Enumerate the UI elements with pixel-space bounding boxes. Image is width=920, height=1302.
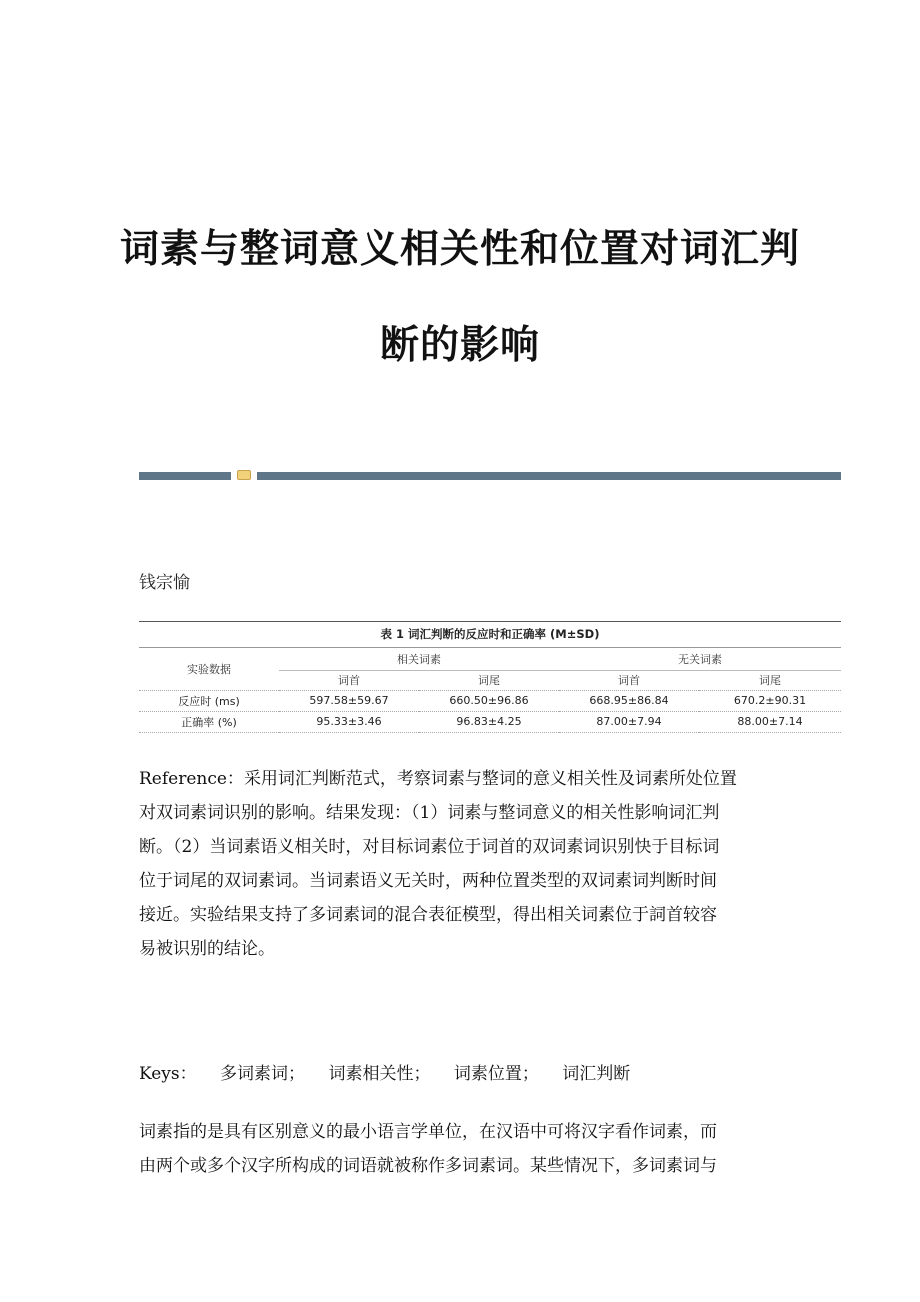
abstract-paragraph: [139, 762, 784, 966]
abstract-line: 断。（2）当词素语义相关时，对目标词素位于词首的双词素词识别快于目标词: [139, 837, 720, 857]
table-subheader: 词尾: [419, 670, 559, 690]
abstract-line: 接近。实验结果支持了多词素词的混合表征模型，得出相关词素位于詞首较容: [139, 905, 717, 925]
divider-ornament-icon: [237, 470, 251, 480]
table-cell: 660.50±96.86: [419, 690, 559, 711]
table-cell: 96.83±4.25: [419, 711, 559, 732]
abstract-label: Reference：: [139, 769, 244, 789]
table-subheader: 词首: [279, 670, 419, 690]
table-group-header: 相关词素: [397, 652, 441, 666]
author-name: 钱宗愉: [139, 573, 190, 593]
title-line-2: 断的影响: [379, 323, 540, 368]
abstract-line: 位于词尾的双词素词。当词素语义无关时，两种位置类型的双词素词判断时间: [139, 871, 717, 891]
table-row-label: 反应时 (ms): [139, 690, 279, 711]
title-line-1: 词素与整词意义相关性和位置对词汇判: [119, 227, 800, 272]
keywords: [139, 1057, 784, 1091]
keyword: 词素位置；: [453, 1064, 539, 1084]
table-row-label: 正确率 (%): [139, 711, 279, 732]
table-row: [139, 690, 841, 711]
body-line: 词素指的是具有区别意义的最小语言学单位，在汉语中可将汉字看作词素，而: [139, 1122, 717, 1142]
title-divider: [139, 470, 841, 480]
table-cell: 88.00±7.14: [699, 711, 841, 732]
divider-bar-left: [139, 472, 231, 480]
table-cell: 668.95±86.84: [559, 690, 699, 711]
table-subheader: 词首: [559, 670, 699, 690]
table-row: [139, 711, 841, 732]
abstract-line: 对双词素词识别的影响。结果发现：（1）词素与整词意义的相关性影响词汇判: [139, 803, 720, 823]
divider-bar-right: [257, 472, 841, 480]
table-caption: 表 1 词汇判断的反应时和正确率 (M±SD): [139, 622, 841, 648]
table-row-header: 实验数据: [139, 648, 279, 690]
table-group-header: 无关词素: [678, 652, 722, 666]
keywords-label: Keys：: [139, 1064, 197, 1084]
abstract-line: Reference：采用词汇判断范式，考察词素与整词的意义相关性及词素所处位置: [139, 769, 737, 789]
results-table: [139, 621, 841, 734]
keyword: 词汇判断: [562, 1064, 631, 1084]
keyword: 多词素词；: [220, 1064, 306, 1084]
body-line: 由两个或多个汉字所构成的词语就被称作多词素词。某些情况下，多词素词与: [139, 1156, 717, 1176]
table-subheader: 词尾: [699, 670, 841, 690]
body-paragraph: [139, 1115, 784, 1183]
abstract-line: 易被识别的结论。: [139, 939, 275, 959]
table-cell: 670.2±90.31: [699, 690, 841, 711]
table-cell: 597.58±59.67: [279, 690, 419, 711]
table-cell: 95.33±3.46: [279, 711, 419, 732]
keyword: 词素相关性；: [328, 1064, 431, 1084]
table-cell: 87.00±7.94: [559, 711, 699, 732]
